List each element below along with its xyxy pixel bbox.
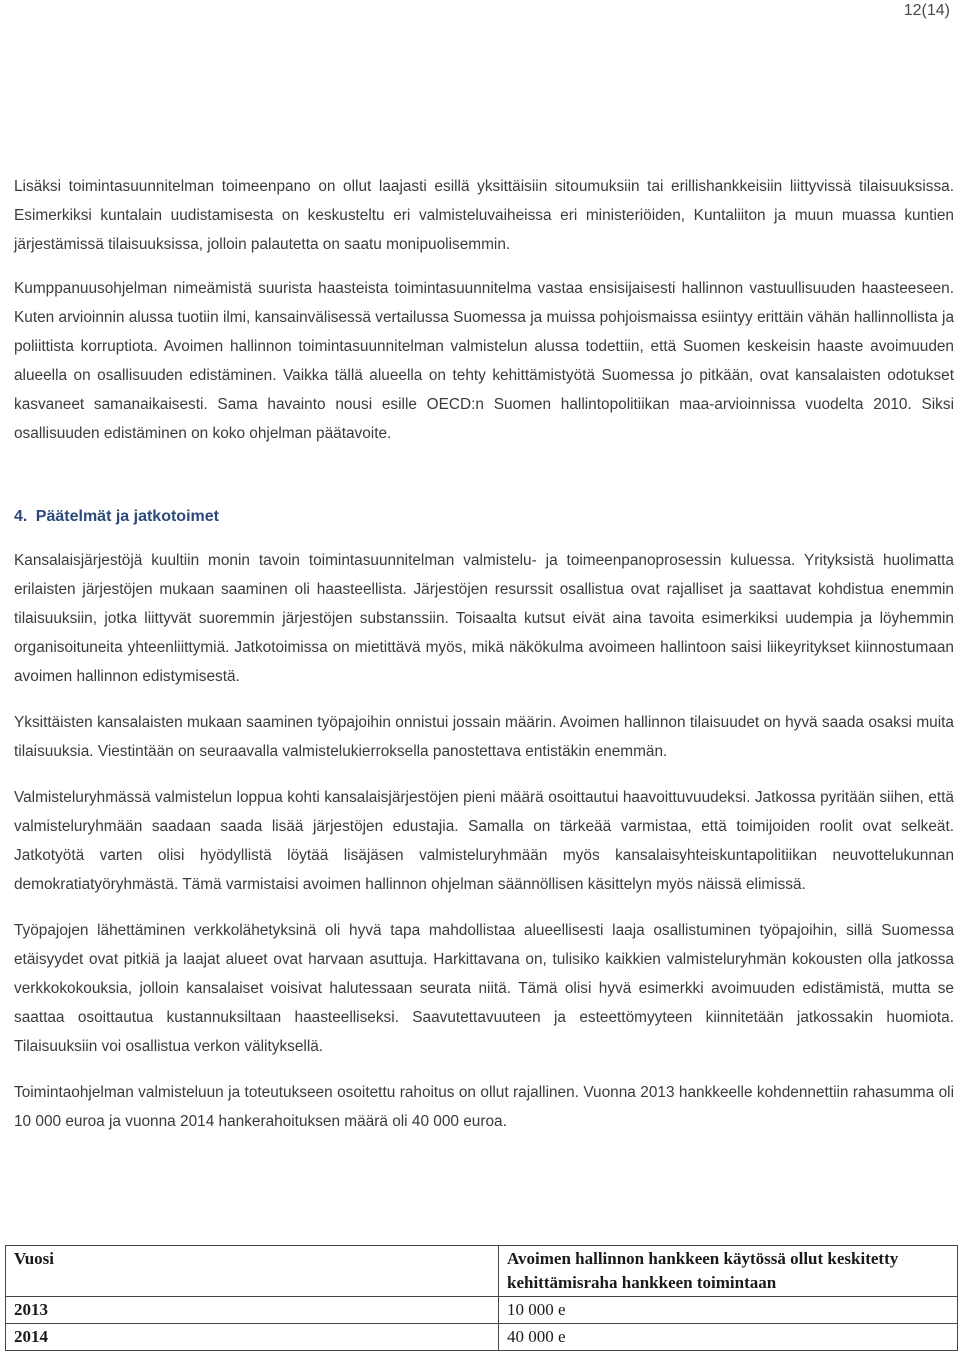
- document-body: [14, 172, 954, 1153]
- paragraph-section-1: Kansalaisjärjestöjä kuultiin monin tavoin toimintasuunnitelman valmistelu- ja toimeenpanoprosessin kuluessa. Yrityksistä huolimatta erilaisten järjestöjen mukaan saaminen oli haasteellista. Järjestöjen resurssit osallistua ovat rajalliset ja saattavat kohdistua enemmin tilaisuuksiin, jotka liittyvät suoremmin järjestöjen substanssiin. Toisaalta kutsut eivät aina tavoita esimerkiksi uudempia ja löyhemmin organisoituneita yhteenliittymiä. Jatkotoimissa on mietittävä myös, mikä näkökulma avoimeen hallintoon saisi liikeyritykset kiinnostumaan avoimen hallinnon edistymisestä.: [14, 552, 954, 685]
- table-cell-year: 2013: [6, 1297, 499, 1324]
- funding-table: [5, 1245, 958, 1351]
- table-header-year: Vuosi: [6, 1246, 499, 1297]
- table-row: [6, 1297, 958, 1324]
- table-cell-amount: 40 000 e: [499, 1324, 958, 1351]
- paragraph-intro-2: Kumppanuusohjelman nimeämistä suurista haasteista toimintasuunnitelma vastaa ensisijaisesti hallinnon vastuullisuuden haasteeseen. Kuten arvioinnin alussa tuotiin ilmi, kansainvälisessä vertailussa Suomessa ja muissa pohjoismaissa esiintyy erittäin vähän hallinnollista ja poliittista korruptiota. Avoimen hallinnon toimintasuunnitelman valmistelun alussa todettiin, että Suomen keskeisin haaste avoimuuden alueella on osallisuuden edistäminen. Vaikka tällä alueella on tehty kehittämistyötä Suomessa jo pitkään, ovat kansalaisten odotukset kasvaneet samanaikaisesti. Sama havainto nousi esille OECD:n Suomen hallintopolitiikan maa-arvioinnissa vuodelta 2010. Siksi osallisuuden edistäminen on koko ohjelman päätavoite.: [14, 280, 954, 442]
- section-title: Päätelmät ja jatkotoimet: [35, 508, 219, 525]
- page-number: 12(14): [903, 2, 950, 19]
- table-header-row: [6, 1246, 958, 1297]
- paragraph-section-5: Toimintaohjelman valmisteluun ja toteutukseen osoitettu rahoitus on ollut rajallinen. Vuonna 2013 hankkeelle kohdennettiin rahasumma oli 10 000 euroa ja vuonna 2014 hankerahoituksen määrä oli 40 000 euroa.: [14, 1084, 954, 1130]
- section-heading: [14, 506, 954, 528]
- paragraph-section-2: Yksittäisten kansalaisten mukaan saaminen työpajoihin onnistui jossain määrin. Avoimen hallinnon tilaisuudet on hyvä saada osaksi muita tilaisuuksia. Viestintään on seuraavalla valmistelukierroksella panostettava entistäkin enemmän.: [14, 714, 954, 760]
- table-cell-amount: 10 000 e: [499, 1297, 958, 1324]
- paragraph-section-3: Valmisteluryhmässä valmistelun loppua kohti kansalaisjärjestöjen pieni määrä osoittautui haavoittuvuudeksi. Jatkossa pyritään siihen, että valmisteluryhmään saadaan saada lisää järjestöjen edustajia. Samalla on tärkeää varmistaa, että toimijoiden roolit ovat selkeät. Jatkotyötä varten olisi hyödyllistä löytää lisäjäsen valmisteluryhmään myös kansalaisyhteiskuntapolitiikan neuvottelukunnan demokratiatyöryhmästä. Tämä varmistaisi avoimen hallinnon ohjelman säännöllisen käsittelyn myös näissä elimissä.: [14, 789, 954, 893]
- section-number: 4.: [14, 508, 28, 525]
- table-cell-year: 2014: [6, 1324, 499, 1351]
- table-header-amount: Avoimen hallinnon hankkeen käytössä ollut keskitetty kehittämisraha hankkeen toimintaan: [499, 1246, 958, 1297]
- paragraph-intro-1: Lisäksi toimintasuunnitelman toimeenpano on ollut laajasti esillä yksittäisiin sitoumuksiin tai erillishankkeisiin liittyvissä tilaisuuksissa. Esimerkiksi kuntalain uudistamisesta on keskusteltu eri valmisteluvaiheissa eri ministeriöiden, Kuntaliiton ja muun muassa kuntien järjestämissä tilaisuuksissa, jolloin palautetta on saatu monipuolisemmin.: [14, 178, 954, 253]
- table-row: [6, 1324, 958, 1351]
- paragraph-section-4: Työpajojen lähettäminen verkkolähetyksinä oli hyvä tapa mahdollistaa alueellisesti laaja osallistuminen työpajoihin, sillä Suomessa etäisyydet ovat pitkiä ja laajat alueet ovat harvaan asuttuja. Harkittavana on, tulisiko kaikkien valmisteluryhmän kokousten olla jatkossa verkkokokouksia, jolloin kansalaiset voisivat halutessaan seurata niitä. Tämä olisi hyvä esimerkki avoimuuden edistämistä, mutta se saattaa osoittautua kustannuksiltaan haasteelliseksi. Saavutettavuuteen ja esteettömyyteen kiinnitetään jatkossakin huomiota. Tilaisuuksiin voi osallistua verkon välityksellä.: [14, 922, 954, 1055]
